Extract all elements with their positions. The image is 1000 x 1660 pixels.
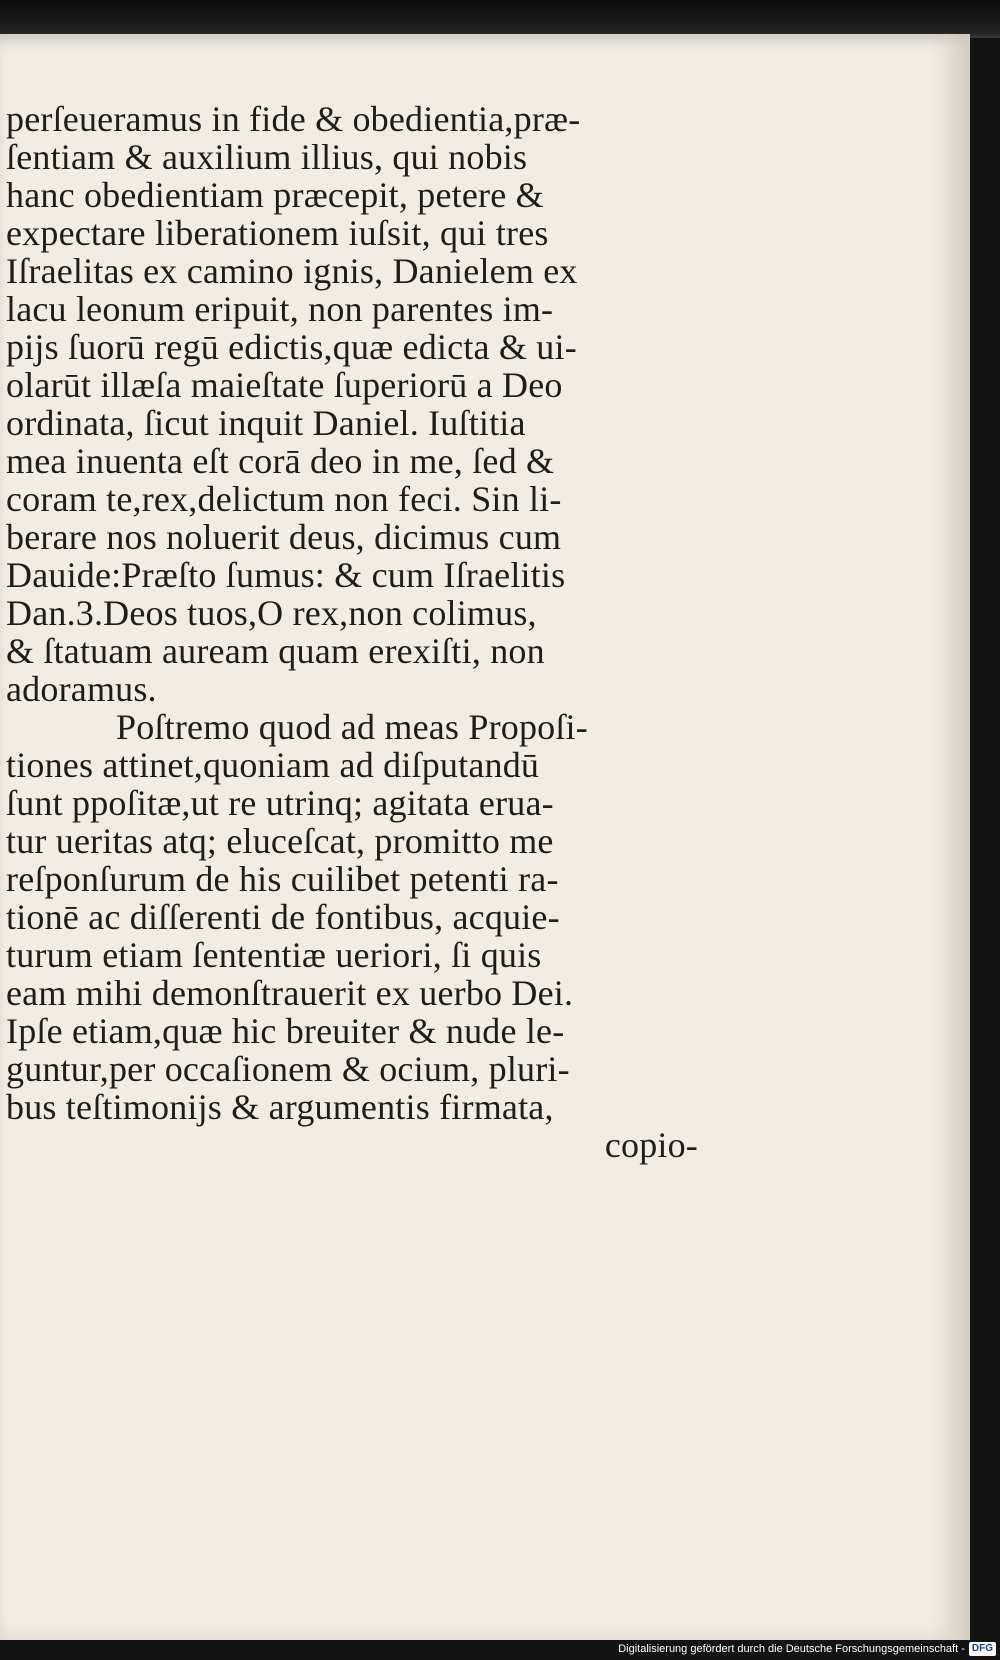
text-line: tionē ac diſſerenti de fontibus, acquie- (6, 897, 560, 937)
text-line: Iſraelitas ex camino ignis, Danielem ex (6, 251, 578, 291)
credit-text: Digitalisierung gefördert durch die Deutsche Forschungsgemeinschaft - (618, 1643, 965, 1655)
text-line: ſentiam & auxilium illius, qui nobis (6, 137, 528, 177)
text-line: Dan.3.Deos tuos,O rex,non colimus, (6, 593, 537, 633)
text-line: perſeueramus in fide & obedientia,præ- (6, 99, 581, 139)
text-line: ordinata, ſicut inquit Daniel. Iuſtitia (6, 403, 526, 443)
text-line: hanc obedientiam præcepit, petere & (6, 175, 544, 215)
text-line: turum etiam ſententiæ ueriori, ſi quis (6, 935, 542, 975)
text-line: berare nos noluerit deus, dicimus cum (6, 517, 562, 557)
scan-top-border (0, 0, 1000, 38)
text-line: Dauide:Præſto ſumus: & cum Iſraelitis (6, 555, 566, 595)
catchword: copio- (604, 1125, 698, 1165)
digitization-credit (618, 1640, 996, 1658)
text-line: bus teſtimonijs & argumentis firmata, (6, 1087, 554, 1127)
text-line: Ipſe etiam,quæ hic breuiter & nude le- (6, 1011, 565, 1051)
text-line: lacu leonum eripuit, non parentes im- (6, 289, 554, 329)
page-text (6, 100, 706, 1164)
text-line: & ſtatuam auream quam erexiſti, non (6, 631, 545, 671)
text-line: tur ueritas atq; eluceſcat, promitto me (6, 821, 554, 861)
text-line: reſponſurum de his cuilibet petenti ra- (6, 859, 559, 899)
text-line: guntur,per occaſionem & ocium, pluri- (6, 1049, 570, 1089)
text-line: adoramus. (6, 669, 157, 709)
text-line: tiones attinet,quoniam ad diſputandū (6, 745, 540, 785)
paragraph-first-line: Poſtremo quod ad meas Propoſi- (116, 707, 588, 747)
text-line: olarūt illæſa maieſtate ſuperiorū a Deo (6, 365, 563, 405)
text-line: eam mihi demonſtrauerit ex uerbo Dei. (6, 973, 574, 1013)
text-line: mea inuenta eſt corā deo in me, ſed & (6, 441, 555, 481)
page-edge-shadow (930, 34, 970, 1640)
text-line: coram te,rex,delictum non feci. Sin li- (6, 479, 562, 519)
text-line: pijs ſuorū regū edictis,quæ edicta & ui- (6, 327, 577, 367)
text-line: expectare liberationem iuſsit, qui tres (6, 213, 549, 253)
text-line: ſunt ppoſitæ,ut re utrinq; agitata erua- (6, 783, 554, 823)
dfg-logo: DFG (969, 1642, 996, 1656)
